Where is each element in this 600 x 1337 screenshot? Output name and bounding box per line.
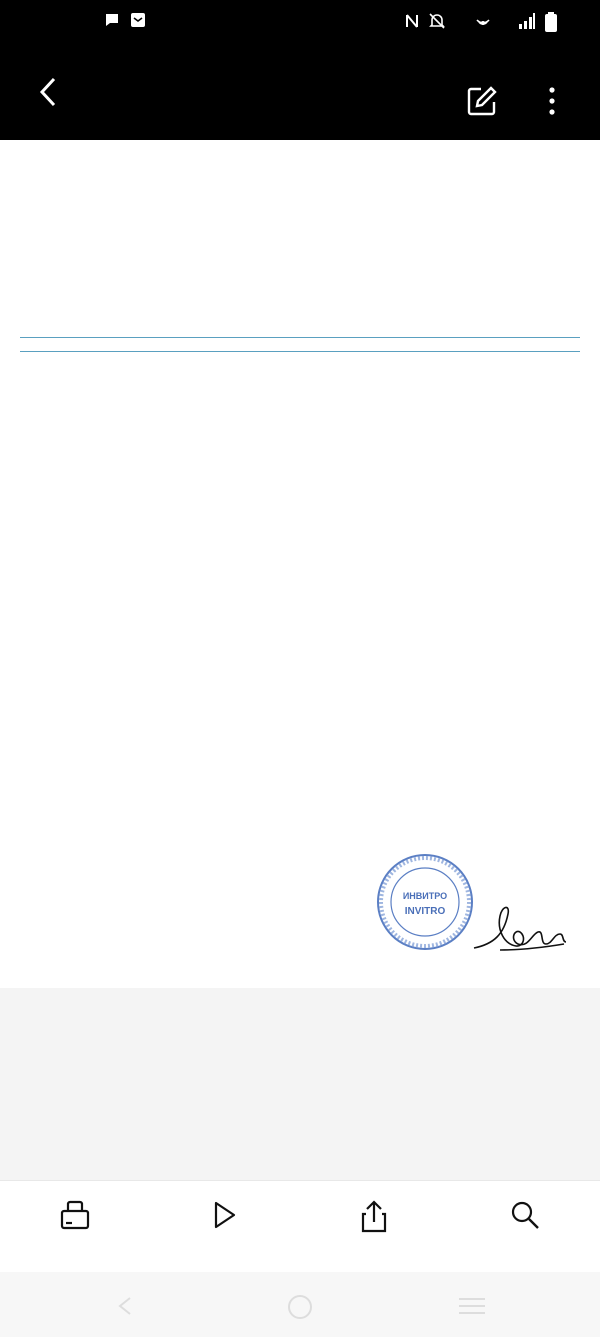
- signal-icon: [518, 12, 536, 34]
- search-button[interactable]: [480, 1181, 570, 1273]
- share-button[interactable]: [310, 1181, 440, 1273]
- battery-icon: [545, 12, 557, 36]
- bottom-toolbar: [0, 1180, 600, 1272]
- status-bar: [0, 0, 600, 45]
- play-icon: [212, 1199, 238, 1231]
- share-icon: [360, 1199, 388, 1233]
- doctor-signature: [470, 890, 580, 960]
- hotspot-icon: [474, 12, 492, 34]
- divider: [20, 351, 580, 352]
- mute-icon: [428, 12, 446, 34]
- nfc-icon: [404, 12, 420, 34]
- nav-home-icon[interactable]: [287, 1294, 313, 1320]
- nav-back-icon[interactable]: [116, 1296, 134, 1316]
- nav-menu-icon[interactable]: [457, 1296, 487, 1316]
- viewer-background: [0, 988, 600, 1180]
- rotate-screen-icon: [60, 1199, 90, 1231]
- qr-code[interactable]: [24, 850, 101, 927]
- divider: [20, 337, 580, 338]
- play-button[interactable]: [155, 1181, 295, 1273]
- search-icon: [510, 1199, 540, 1231]
- more-options-icon[interactable]: [540, 85, 564, 117]
- edit-icon[interactable]: [466, 85, 498, 117]
- system-nav-bar: [0, 1272, 600, 1337]
- lab-stamp: [375, 852, 475, 952]
- pdf-document: [0, 140, 600, 988]
- back-arrow-icon[interactable]: [36, 75, 66, 109]
- title-bar: [0, 45, 600, 140]
- svg-text:INVITRO: INVITRO: [404, 906, 446, 917]
- rotate-screen-button[interactable]: [0, 1181, 150, 1273]
- gallery-icon: [130, 12, 146, 32]
- message-icon: [104, 12, 120, 32]
- svg-text:ИНВИТРО: ИНВИТРО: [402, 891, 448, 901]
